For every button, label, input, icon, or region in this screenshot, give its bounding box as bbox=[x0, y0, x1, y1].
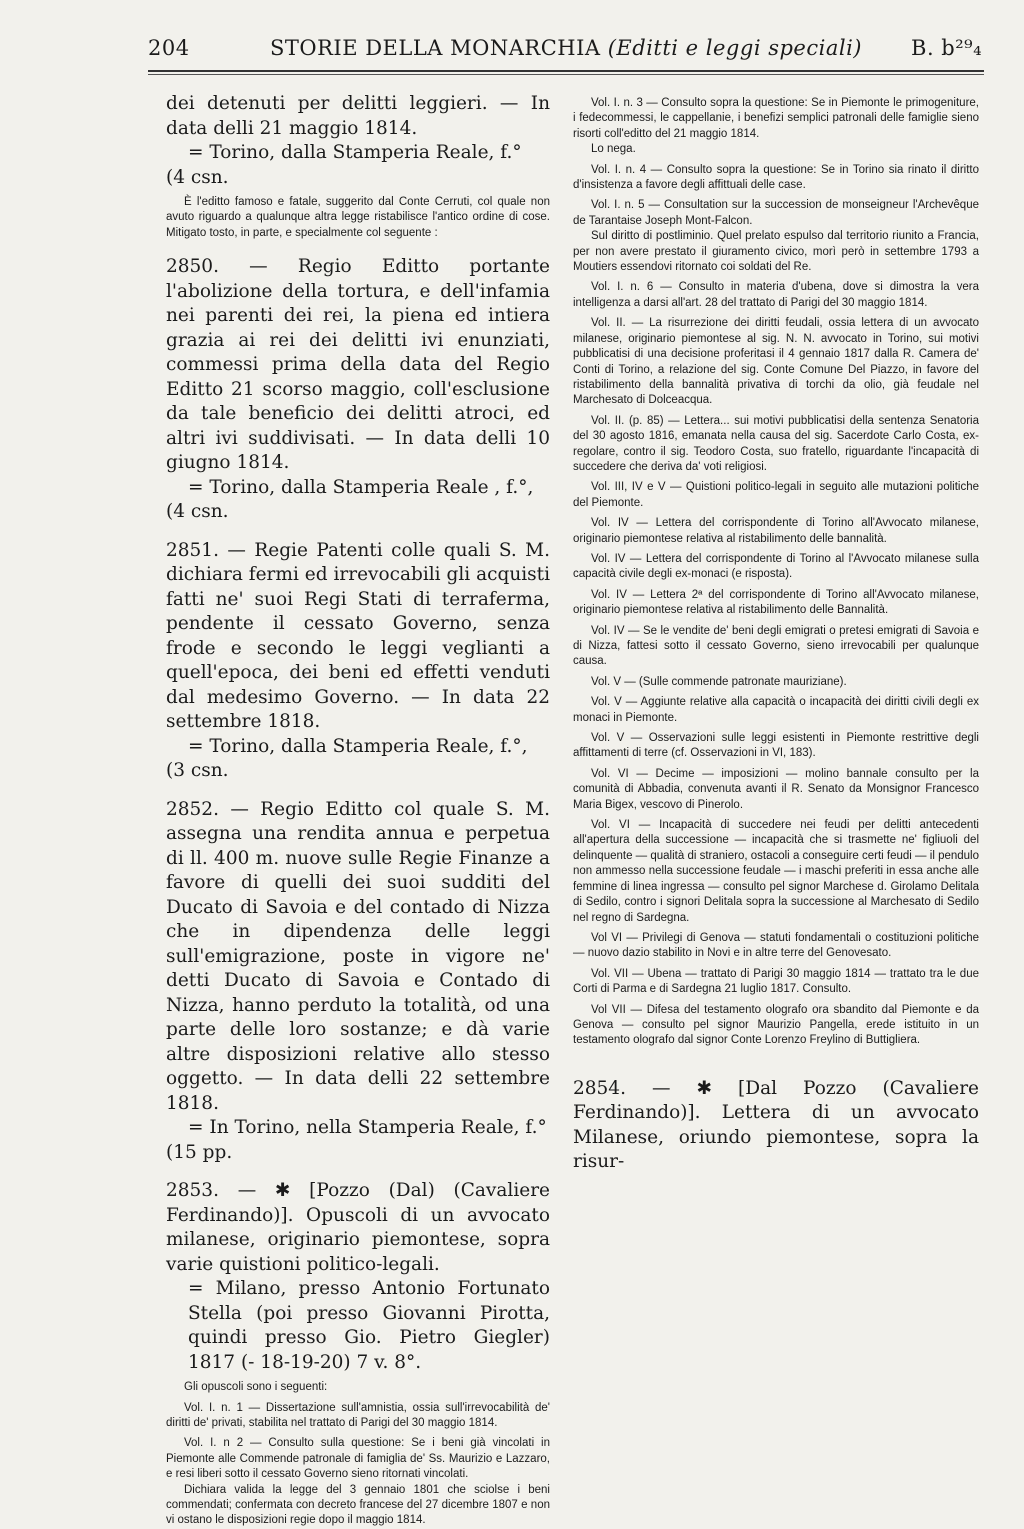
list-item: Vol. III, IV e V — Quistioni politico-legali in seguito alle mutazioni politiche del Piemonte. bbox=[573, 481, 979, 509]
entry-2853: 2853. — ✱ [Pozzo (Dal) (Cavaliere Ferdinando)]. Opuscoli di un avvocato milanese, originario piemontese, sopra varie quistioni politico-legali. bbox=[166, 1180, 550, 1275]
format: (15 pp. bbox=[166, 1141, 233, 1163]
entry-2854: 2854. — ✱ [Dal Pozzo (Cavaliere Ferdinando)]. Lettera di un avvocato Milanese, oriundo piemontese, sopra la risur- bbox=[573, 1077, 979, 1173]
entry-continuation: dei detenuti per delitti leggieri. — In data delli 21 maggio 1814. bbox=[166, 93, 550, 139]
list-item: Vol VII — Difesa del testamento olografo ora sbandito dal Piemonte e da Genova — consulto pel signor Maurizio Pangella, erede istituito in un testamento olografo dal signor Conte Lorenzo Freylino di Buttigliera. bbox=[573, 1003, 979, 1047]
list-item: Vol. IV — Lettera 2ª del corrispondente di Torino all'Avvocato milanese, originario piemontese relativa al ristabilimento delle Bannalità. bbox=[573, 588, 979, 617]
header-rule-thin bbox=[148, 74, 984, 75]
list-item: Vol. VII — Ubena — trattato di Parigi 30 maggio 1814 — trattato tra le due Corti di Parma e di Sardegna 21 luglio 1817. Consulto. bbox=[573, 967, 979, 996]
list-item: Vol. VI — Decime — imposizioni — molino bannale consulto per la comunità di Abbadia, convenuta avanti il R. Senato da Monsignor Francesco Maria Bigex, vescovo di Pinerolo. bbox=[573, 767, 979, 811]
format: (4 csn. bbox=[166, 501, 229, 523]
list-item-note: Lo nega. bbox=[591, 143, 636, 156]
left-column bbox=[166, 92, 550, 1527]
list-item: Vol. IV — Se le vendite de' beni degli emigrati o pretesi emigrati di Savoia e di Nizza, fattesi sotto il cessato Governo, sieno irrevocabili per qualunque causa. bbox=[573, 624, 979, 668]
list-item: Vol. V — Osservazioni sulle leggi esistenti in Piemonte restrittive degli affittamenti di terre (cf. Osservazioni in VI, 183). bbox=[573, 732, 979, 760]
list-item: Vol. V — Aggiunte relative alla capacità o incapacità dei diritti civili degli ex monaci in Piemonte. bbox=[573, 696, 979, 724]
imprint: = Milano, presso Antonio Fortunato Stella (poi presso Giovanni Pirotta, quindi presso Gio. Pietro Giegler) 1817 (- 18-19-20) 7 v. 8°. bbox=[188, 1278, 550, 1373]
running-title-main: STORIE DELLA MONARCHIA bbox=[270, 36, 601, 60]
imprint: = Torino, dalla Stamperia Reale, f.° bbox=[188, 142, 522, 163]
signature-mark: B. b²⁹₄ bbox=[911, 36, 982, 60]
list-item: Vol. I. n. 1 — Dissertazione sull'amnistia, ossia sull'irrevocabilità de' diritti de' privati, stabilita nel trattato di Parigi del 30 maggio 1814. bbox=[166, 1401, 550, 1430]
list-item: Vol. I. n. 4 — Consulto sopra la questione: Se in Torino sia rinato il diritto d'insistenza a favore degli affittuali delle case. bbox=[573, 163, 979, 192]
list-item: Vol. I. n 2 — Consulto sulla questione: Se i beni già vincolati in Piemonte alle Commende patronale di famiglia de' Ss. Maurizio e Lazzaro, e resi liberi sotto il cessato Governo sieno ritornati vincolati. bbox=[166, 1437, 550, 1481]
list-item: Vol. I. n. 5 — Consultation sur la succession de monseigneur l'Archevêque de Tarantaise Joseph Mont-Falcon. bbox=[573, 199, 979, 227]
entry-2850: 2850. — Regio Editto portante l'abolizione della tortura, e dell'infamia nei parenti dei rei, la piena ed intiera grazia ai rei dei delitti ivi enunziati, commessi prima della data del Regio Editto 21 scorso maggio, coll'esclusione da tale beneficio dei delitti atroci, ed altri ivi suddivisati. — In data delli 10 giugno 1814. bbox=[166, 256, 550, 474]
entry-2852: 2852. — Regio Editto col quale S. M. assegna una rendita annua e perpetua di ll. 400 m. nuove sulle Regie Finanze a favore di quelli dei suoi sudditi del Ducato di Savoia e del contado di Nizza che in dipendenza delle leggi sull'emigrazione, poste in vigore ne' detti Ducato di Savoia e Contado di Nizza, hanno perduto la totalità, od una parte delle loro sostanze; e dà varie altre disposizioni relative allo stesso oggetto. — In data delli 22 settembre 1818. bbox=[166, 798, 550, 1114]
running-title bbox=[270, 36, 862, 60]
header-rule bbox=[148, 70, 984, 72]
format: (4 csn. bbox=[166, 166, 229, 188]
list-item: Vol. IV — Lettera del corrispondente di Torino all'Avvocato milanese, originario piemontese relativa al ristabilimento delle bannalità. bbox=[573, 517, 979, 545]
list-item: Vol. V — (Sulle commende patronate mauriziane). bbox=[591, 675, 847, 688]
list-item: Vol VI — Privilegi di Genova — statuti fondamentali o costituzioni politiche — nuovo dazio stabilito in Novi e in altre terre del Genovesato. bbox=[573, 931, 979, 960]
note-intro: Gli opuscoli sono i seguenti: bbox=[184, 1381, 328, 1394]
list-item-note: Sul diritto di postliminio. Quel prelato espulso dal territorio riunito a Francia, per non avere prestato il giuramento civico, morì però in settembre 1793 a Moutiers essendovi ritornato coi soldati del Re. bbox=[573, 230, 979, 274]
page-number: 204 bbox=[148, 36, 190, 60]
note: È l'editto famoso e fatale, suggerito dal Conte Cerruti, col quale non avuto riguardo a qualunque altra legge ristabilisce l'antico ordine di cose. Mitigato tosto, in parte, e specialmente col seguente : bbox=[166, 196, 550, 239]
imprint: = In Torino, nella Stamperia Reale, f.° bbox=[188, 1117, 547, 1139]
running-header bbox=[148, 36, 988, 64]
format: (3 csn. bbox=[166, 760, 229, 782]
list-item-note: Dichiara valida la legge del 3 gennaio 1801 che sciolse i beni commendati; confermata con decreto francese del 27 dicembre 1807 e non vi ostano le disposizioni regie dopo il maggio 1814. bbox=[166, 1483, 550, 1527]
running-title-sub: (Editti e leggi speciali) bbox=[607, 36, 862, 60]
list-item: Vol. I. n. 6 — Consulto in materia d'ubena, dove si dimostra la vera intelligenza a darsi all'art. 28 del trattato di Parigi del 30 maggio 1814. bbox=[573, 281, 979, 309]
list-item: Vol. II. (p. 85) — Lettera... sui motivi pubblicatisi della sentenza Senatoria del 30 agosto 1816, emanata nella causa del sig. Sacerdote Carlo Costa, ex-regolare, contro il sig. Teodoro Costa, suo fratello, riguardante l'incapacità di succedere che deriva da' voti religiosi. bbox=[573, 414, 979, 473]
imprint: = Torino, dalla Stamperia Reale, f.°, bbox=[188, 735, 528, 757]
right-column bbox=[573, 96, 979, 1456]
entry-2851: 2851. — Regie Patenti colle quali S. M. dichiara fermi ed irrevocabili gli acquisti fatti ne' suoi Regi Stati di terraferma, pendente il cessato Governo, senza frode e secondo le leggi veglianti a quell'epoca, dei beni ed effetti venduti dal medesimo Governo. — In data 22 settembre 1818. bbox=[166, 539, 550, 733]
list-item: Vol. IV — Lettera del corrispondente di Torino al l'Avvocato milanese sulla capacità civile degli ex-monaci (e risposta). bbox=[573, 552, 979, 581]
list-item: Vol. II. — La risurrezione dei diritti feudali, ossia lettera di un avvocato milanese, originario piemontese al sig. N. N. avvocato in Torino, sui motivi pubblicatisi di una decisione proferitasi il 4 gennaio 1817 dalla R. Camera de' Conti di Torino, a relazione del sig. Conte Comune Del Piazzo, in favore del ristabilimento della bannalità privativa di torchi da olio, già feudale nel Marchesato di Dolceacqua. bbox=[573, 317, 979, 407]
imprint: = Torino, dalla Stamperia Reale , f.°, bbox=[188, 476, 534, 498]
list-item: Vol. I. n. 3 — Consulto sopra la questione: Se in Piemonte le primogeniture, i fedecommessi, le cappellanie, i benefizi semplici patronali delle famiglie sieno risorti coll'editto del 21 maggio 1814. bbox=[573, 97, 979, 140]
list-item: Vol. VI — Incapacità di succedere nei feudi per delitti antecedenti all'apertura della successione — incapacità che si trasmette ne' figliuoli del delinquente — qualità di straniero, ostacoli a conseguire certi feudi — il pendulo non ammesso nella successione feudale — i maschi preferiti in essa anche alle femmine di linea ingressa — consulto pel signor Marchese d. Girolamo Delitala di Sedilo, contro i signori Delitala sopra la successione al Marchesato di Sedilo nel regno di Sardegna. bbox=[573, 819, 979, 924]
